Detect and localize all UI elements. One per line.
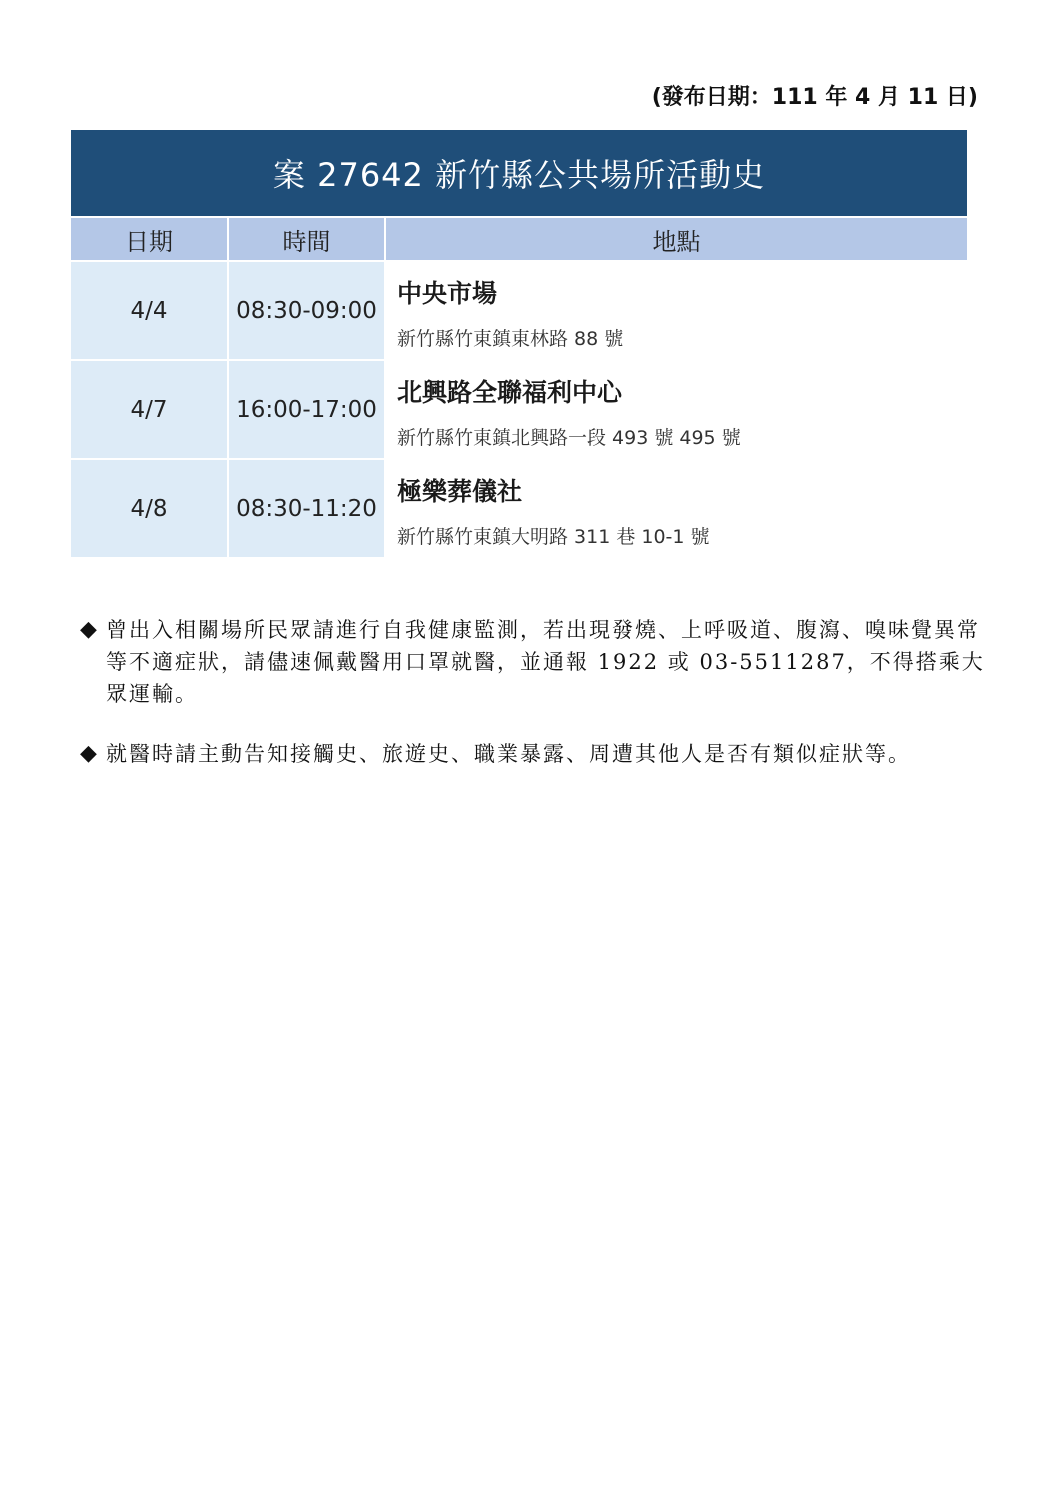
note-item: [80, 738, 985, 770]
release-date: (發布日期：111 年 4 月 11 日): [651, 85, 978, 110]
table-row: [71, 460, 967, 557]
header-date: 日期: [71, 218, 227, 260]
notes-section: [80, 614, 985, 798]
row-place: [386, 262, 967, 359]
row-place: [386, 361, 967, 458]
table-header-row: [71, 218, 967, 260]
row-time: 08:30-11:20: [229, 460, 384, 557]
table-row: [71, 361, 967, 458]
header-place: 地點: [386, 218, 967, 260]
diamond-bullet-icon: ◆: [80, 617, 97, 642]
note-text: 就醫時請主動告知接觸史、旅遊史、職業暴露、周遭其他人是否有類似症狀等。: [106, 742, 911, 766]
note-item: [80, 614, 985, 710]
diamond-bullet-icon: ◆: [80, 741, 97, 766]
table-row: [71, 262, 967, 359]
activity-table: [71, 130, 967, 557]
place-name: 中央市場: [397, 279, 498, 308]
row-date: 4/7: [71, 361, 227, 458]
place-name: 極樂葬儀社: [397, 477, 523, 506]
row-date: 4/8: [71, 460, 227, 557]
note-text: 曾出入相關場所民眾請進行自我健康監測，若出現發燒、上呼吸道、腹瀉、嗅味覺異常等不適症狀，請儘速佩戴醫用口罩就醫，並通報 1922 或 03-5511287，不得搭乘大眾運輸。: [106, 618, 985, 706]
place-address: 新竹縣竹東鎮大明路 311 巷 10-1 號: [397, 526, 710, 548]
header-time: 時間: [229, 218, 384, 260]
row-place: [386, 460, 967, 557]
row-time: 16:00-17:00: [229, 361, 384, 458]
row-date: 4/4: [71, 262, 227, 359]
place-address: 新竹縣竹東鎮東林路 88 號: [397, 328, 624, 350]
place-name: 北興路全聯福利中心: [397, 378, 623, 407]
table-title: 案 27642 新竹縣公共場所活動史: [71, 130, 967, 216]
place-address: 新竹縣竹東鎮北興路一段 493 號 495 號: [397, 427, 741, 449]
row-time: 08:30-09:00: [229, 262, 384, 359]
